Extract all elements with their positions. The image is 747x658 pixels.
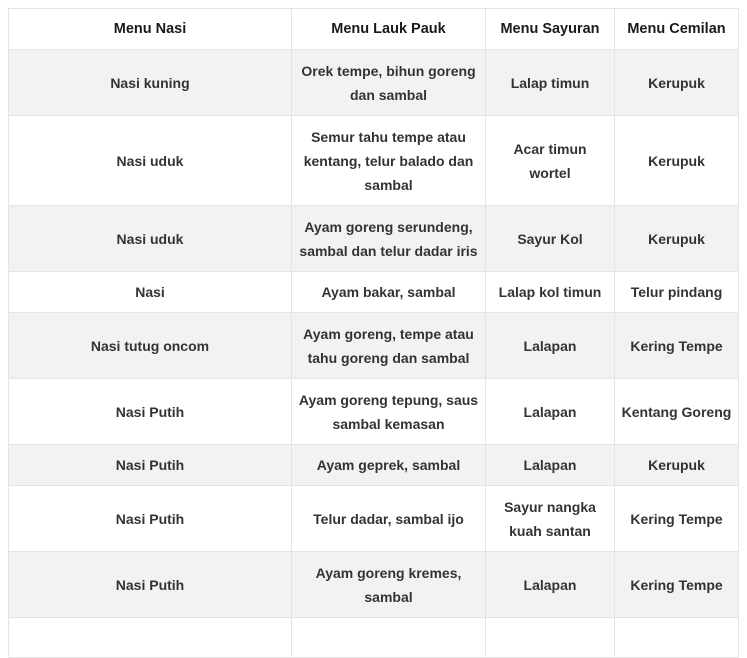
table-row	[9, 50, 739, 116]
cell-cemilan: Telur pindang	[615, 272, 739, 313]
header-menu-sayuran: Menu Sayuran	[486, 9, 615, 50]
header-menu-cemilan: Menu Cemilan	[615, 9, 739, 50]
cell-sayuran: Lalapan	[486, 379, 615, 445]
cell-sayuran: Lalapan	[486, 552, 615, 618]
header-menu-nasi: Menu Nasi	[9, 9, 292, 50]
cell-cemilan: Kerupuk	[615, 50, 739, 116]
cell-cemilan: Kentang Goreng	[615, 379, 739, 445]
table-row	[9, 379, 739, 445]
table-row	[9, 486, 739, 552]
cell-sayuran: Lalap timun	[486, 50, 615, 116]
cell-nasi: Nasi Putih	[9, 445, 292, 486]
cell-cemilan: Kerupuk	[615, 116, 739, 206]
table-row	[9, 445, 739, 486]
cell-lauk-pauk: Ayam goreng kremes, sambal	[292, 552, 486, 618]
menu-table	[8, 8, 739, 658]
cell-sayuran: Sayur Kol	[486, 206, 615, 272]
cell-sayuran: Lalapan	[486, 445, 615, 486]
table-row	[9, 552, 739, 618]
cell-lauk-pauk: Telur dadar, sambal ijo	[292, 486, 486, 552]
cell-sayuran: Lalap kol timun	[486, 272, 615, 313]
cell-cemilan: Kerupuk	[615, 206, 739, 272]
cell-lauk-pauk: Ayam bakar, sambal	[292, 272, 486, 313]
table-header-row	[9, 9, 739, 50]
cell-nasi: Nasi kuning	[9, 50, 292, 116]
cell-nasi: Nasi uduk	[9, 116, 292, 206]
cell-lauk-pauk: Ayam goreng serundeng, sambal dan telur dadar iris	[292, 206, 486, 272]
cell-nasi: Nasi Putih	[9, 379, 292, 445]
cell-nasi: Nasi tutug oncom	[9, 313, 292, 379]
cell-sayuran: Lalapan	[486, 313, 615, 379]
cell-nasi: Nasi uduk	[9, 206, 292, 272]
cell-lauk-pauk: Orek tempe, bihun goreng dan sambal	[292, 50, 486, 116]
table-row	[9, 206, 739, 272]
header-menu-lauk-pauk: Menu Lauk Pauk	[292, 9, 486, 50]
cell-cemilan: Kering Tempe	[615, 552, 739, 618]
cell-cemilan: Kerupuk	[615, 445, 739, 486]
cell-nasi: Nasi Putih	[9, 486, 292, 552]
cell-sayuran: Sayur nangka kuah santan	[486, 486, 615, 552]
cell-nasi: Nasi Putih	[9, 552, 292, 618]
cell-lauk-pauk: Ayam geprek, sambal	[292, 445, 486, 486]
cell-lauk-pauk: Semur tahu tempe atau kentang, telur balado dan sambal	[292, 116, 486, 206]
cell-lauk-pauk: Ayam goreng tepung, saus sambal kemasan	[292, 379, 486, 445]
table-row	[9, 313, 739, 379]
cell-cemilan: Kering Tempe	[615, 313, 739, 379]
cell-sayuran: Acar timun wortel	[486, 116, 615, 206]
cell-nasi: Nasi	[9, 272, 292, 313]
cell-cemilan: Kering Tempe	[615, 486, 739, 552]
table-row	[9, 272, 739, 313]
table-row	[9, 116, 739, 206]
cell-lauk-pauk: Ayam goreng, tempe atau tahu goreng dan sambal	[292, 313, 486, 379]
